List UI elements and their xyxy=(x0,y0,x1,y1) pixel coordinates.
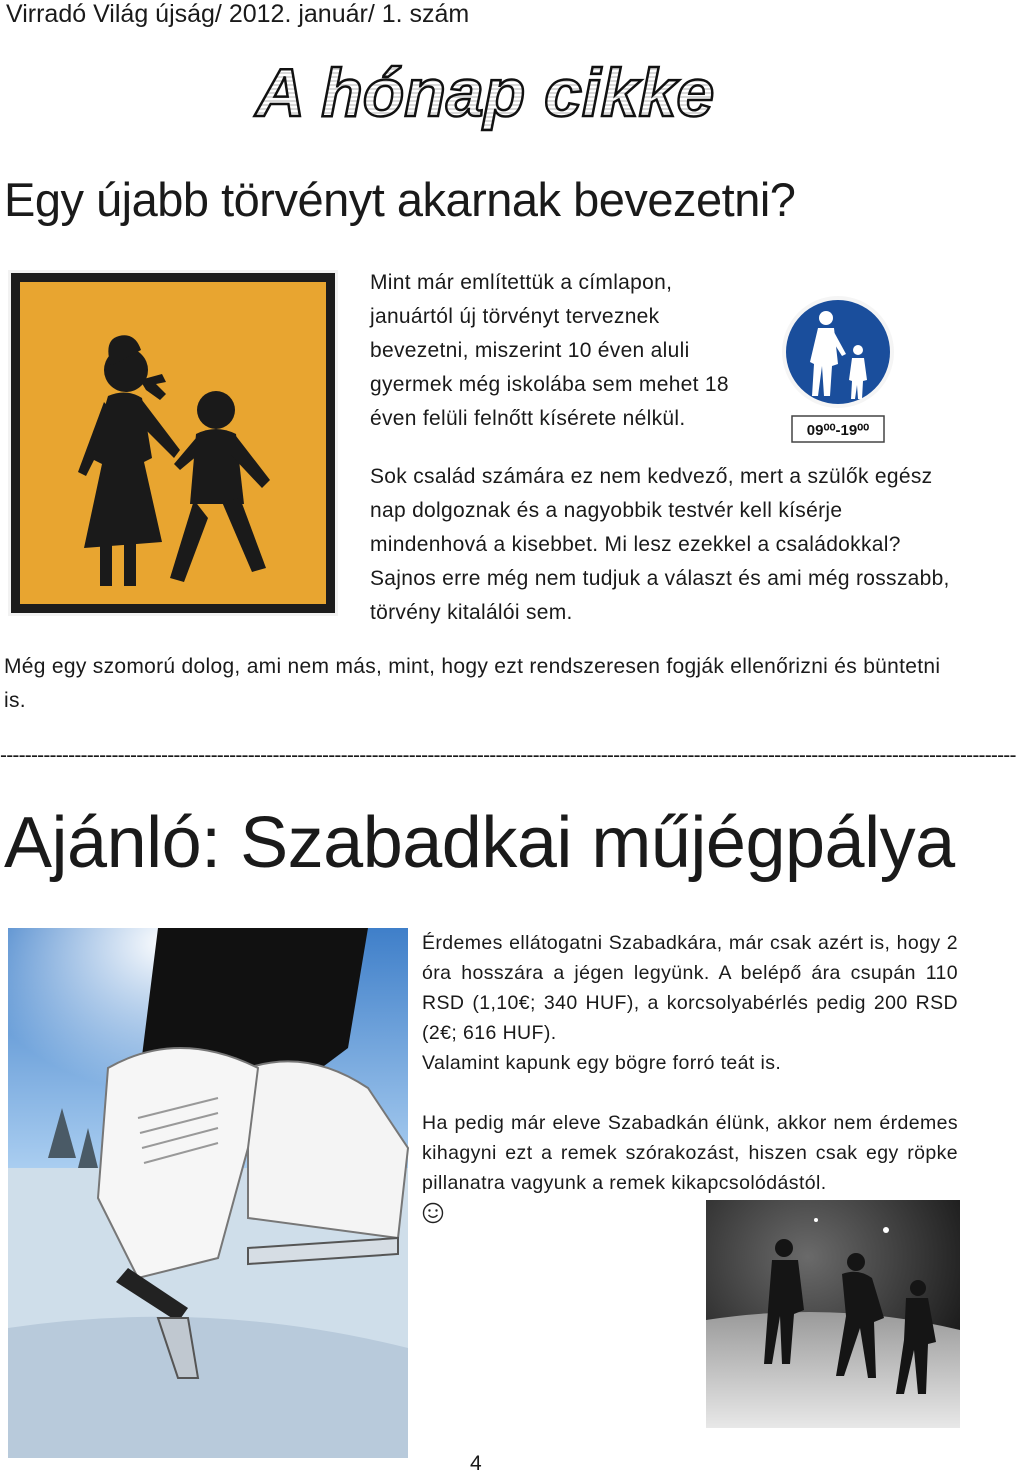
banner-text: A hónap cikke xyxy=(255,55,715,131)
article-paragraph-3: Még egy szomorú dolog, ami nem más, mint, hogy ezt rendszeresen fogják ellenőrizni és büntetni is. xyxy=(4,655,941,712)
recommendation-price-text: Érdemes ellátogatni Szabadkára, már csak azért is, hogy 2 óra hosszára a jégen legyünk. A belépő ára csupán 110 RSD (1,10€; 340 HUF), a korcsolyabérlés pedig 200 RSD (2€; 616 HUF). xyxy=(422,932,958,1044)
recommendation-local-text: Ha pedig már eleve Szabadkán élünk, akkor nem érdemes kihagyni ezt a remek szórakozást, hiszen csak egy röpke pillanatra vagyunk a remek kikapcsolódástól. xyxy=(422,1112,958,1194)
article-title: Egy újabb törvényt akarnak bevezetni? xyxy=(4,173,796,226)
sign-time-plate: 09⁰⁰-19⁰⁰ xyxy=(806,422,870,439)
school-children-sign xyxy=(8,270,338,616)
section-divider: -------------------------------------------------------------------------------------------------------------------------------------------------------------------- xyxy=(0,744,1016,767)
recommendation-paragraph-1 xyxy=(422,928,958,1078)
article-paragraph-2: Sok család számára ez nem kedvező, mert a szülők egész nap dolgoznak és a nagyobbik testvér kell kísérje mindenhová a kisebbet. Mi lesz ezekkel a családokkal? Sajnos erre még nem tudjuk a választ és ami még rosszabb, törvény kitalálói sem. xyxy=(370,465,950,624)
smiley-icon xyxy=(422,1202,444,1224)
recommendation-tea-text: Valamint kapunk egy bögre forró teát is. xyxy=(422,1052,782,1074)
page-number: 4 xyxy=(470,1452,482,1475)
ice-rink-photo xyxy=(706,1200,960,1428)
ice-skate-photo xyxy=(8,928,408,1458)
recommendation-title: Ajánló: Szabadkai műjégpálya xyxy=(4,803,955,883)
newspaper-header: Virradó Világ újság/ 2012. január/ 1. szám xyxy=(6,0,470,28)
pedestrian-sign xyxy=(780,292,896,448)
article-paragraph-1: Mint már említettük a címlapon, januártól új törvényt terveznek bevezetni, miszerint 10 éven aluli gyermek még iskolába sem mehet 18 éven felüli felnőtt kísérete nélkül. xyxy=(370,271,729,430)
monthly-article-banner xyxy=(255,52,715,134)
